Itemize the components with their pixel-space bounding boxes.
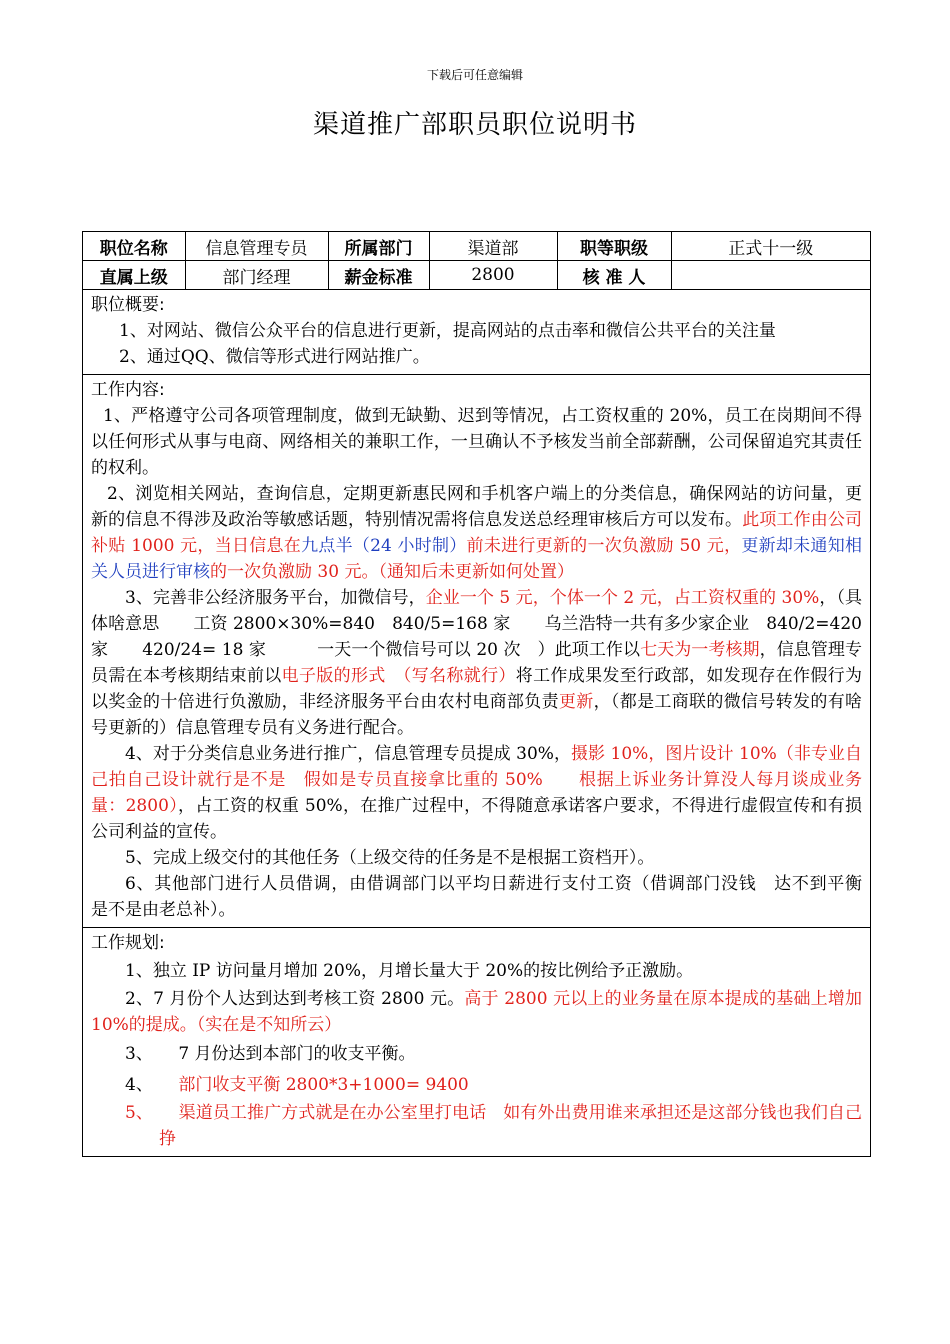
work-item-3-text-4: ，（都是工商联的微信号转发的有啥号更新的）信息管理专员有义务进行配合。	[91, 692, 863, 738]
page-title: 渠道推广部职员职位说明书	[312, 110, 637, 140]
work-item-1: 1、严格遵守公司各项管理制度，做到无缺勤、迟到等情况，占工资权重的 20%，员工在岗期间不得以任何形式从事与电商、网络相关的兼职工作，一旦确认不予核发当前全部薪酬，公司保留追究其责任的权利。	[91, 406, 862, 478]
info-row-1	[83, 232, 870, 261]
plan-item-5: 5、 渠道员工推广方式就是在办公室里打电话 如有外出费用谁来承担还是这部分钱也我们自己挣	[125, 1103, 862, 1149]
value-salary: 2800	[429, 261, 557, 290]
value-department: 渠道部	[429, 232, 557, 261]
plan-item-2-bonus: 高于 2800 元以上的业务量在原本提成的基础上增加 10%的提成。（实在是不知所云）	[91, 989, 862, 1035]
work-item-3-period: 七天为一考核期	[640, 640, 760, 660]
plan-item-3: 3、 7 月份达到本部门的收支平衡。	[125, 1044, 416, 1064]
job-info-grid	[83, 232, 870, 290]
work-item-3-text: 3、完善非公经济服务平台，加微信号，	[125, 588, 426, 608]
label-grade: 职等职级	[557, 232, 671, 261]
plan-item-1: 1、独立 IP 访问量月增加 20%，月增长量大于 20%的按比例给予正激励。	[125, 961, 694, 981]
work-item-4-commission: 摄影 10%，图片设计 10%（非专业自己拍自己设计就行是不是 假如是专员直接拿比重的 50% 根据上诉业务计算没人每月谈成业务量：2800）	[91, 744, 862, 816]
work-item-2	[91, 481, 862, 585]
plan-item-2	[91, 986, 862, 1038]
work-plan-heading: 工作规划:	[91, 933, 165, 953]
work-item-2-penalty-2: 的一次负激励 30 元。（通知后未更新如何处置）	[210, 562, 574, 582]
work-item-3-format: 电子版的形式 （写名称就行）	[281, 666, 516, 686]
label-supervisor: 直属上级	[83, 261, 185, 290]
overview-item-2: 2、通过QQ、微信等形式进行网站推广。	[119, 347, 430, 367]
work-item-3-update: 更新	[558, 692, 594, 712]
value-approver	[671, 261, 870, 290]
plan-item-4-number: 4、	[125, 1075, 179, 1095]
label-position-name: 职位名称	[83, 232, 185, 261]
work-plan-section	[83, 927, 870, 1156]
work-item-2-subsidy: 此项工作由公司补贴 1000 元，当日信息在	[91, 510, 863, 556]
plan-item-4	[91, 1070, 862, 1100]
value-grade: 正式十一级	[671, 232, 870, 261]
work-item-3-rate: 企业一个 5 元，个体一个 2 元，占工资权重的 30%	[425, 588, 820, 608]
header-note: 下载后可任意编辑	[426, 68, 523, 82]
work-item-2-text: 2、浏览相关网站，查询信息，定期更新惠民网和手机客户端上的分类信息，确保网站的访问量，更新的信息不得涉及政治等敏感话题，特别情况需将信息发送总经理审核后方可以发布。	[91, 484, 862, 530]
work-item-3-text-2: ，信息管理专员需在本考核期结束前以	[91, 640, 863, 686]
label-department: 所属部门	[328, 232, 429, 261]
work-item-3	[91, 585, 862, 741]
work-item-4-text-2: ，占工资的权重 50%，在推广过程中，不得随意承诺客户要求，不得进行虚假宣传和有损公司利益的宣传。	[91, 796, 863, 842]
overview-heading: 职位概要:	[91, 295, 165, 315]
work-item-2-deadline: 九点半（24 小时制）	[301, 536, 467, 556]
work-item-4-text: 4、对于分类信息业务进行推广，信息管理专员提成 30%，	[125, 744, 572, 764]
info-row-2	[83, 261, 870, 290]
plan-item-2-text: 2、7 月份个人达到达到考核工资 2800 元。	[125, 989, 465, 1009]
work-item-2-penalty: 前未进行更新的一次负激励 50 元，	[466, 536, 742, 556]
job-description-table	[82, 231, 879, 1157]
work-content-heading: 工作内容:	[91, 380, 165, 400]
value-supervisor: 部门经理	[185, 261, 328, 290]
work-item-3-text-3: 将工作成果发至行政部，如发现存在作假行为以奖金的十倍进行负激励，非经济服务平台由农村电商部负责	[91, 666, 863, 712]
overview-section	[83, 290, 870, 374]
work-item-6: 6、其他部门进行人员借调，由借调部门以平均日薪进行支付工资（借调部门没钱 达不到平衡 是不是由老总补）。	[91, 874, 879, 920]
label-salary: 薪金标准	[328, 261, 429, 290]
work-item-4	[91, 741, 862, 845]
overview-item-1: 1、对网站、微信公众平台的信息进行更新，提高网站的点击率和微信公共平台的关注量	[119, 321, 776, 341]
work-item-3-note: ，（具体啥意思 工资 2800×30%=840 840/5=168 家 乌兰浩特一共有多少家企业 840/2=420 家 420/24= 18 家 一天一个微信号可以 20 次 ）此项工作以	[91, 588, 862, 660]
work-content-section	[83, 374, 879, 927]
value-position-name: 信息管理专员	[185, 232, 328, 261]
work-item-5: 5、完成上级交付的其他任务（上级交待的任务是不是根据工资档开）。	[125, 848, 655, 868]
work-item-2-review: 更新却未通知相关人员进行审核	[91, 536, 862, 582]
plan-item-4-balance: 部门收支平衡 2800*3+1000= 9400	[178, 1075, 469, 1095]
label-approver: 核 准 人	[557, 261, 671, 290]
